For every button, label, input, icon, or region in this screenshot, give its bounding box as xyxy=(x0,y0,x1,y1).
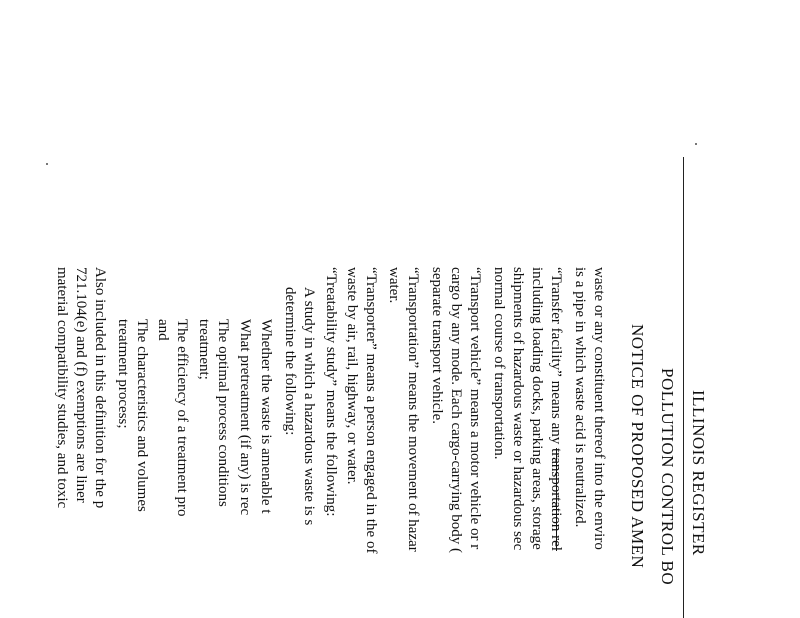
list-item: and xyxy=(155,319,171,341)
text-line: is a pipe in which waste acid is neutralized. xyxy=(572,267,588,528)
struck-text: transportation rel xyxy=(548,448,564,551)
board-title: POLLUTION CONTROL BO xyxy=(658,368,677,586)
header-rule xyxy=(683,157,684,618)
text-line: 721.104(e) and (f) exemptions are liner xyxy=(73,267,89,503)
list-item: treatment; xyxy=(196,319,212,380)
list-item: Whether the waste is amenable t xyxy=(258,319,274,514)
text-line: A study in which a hazardous waste is s xyxy=(301,287,317,526)
text-line: Also included in this definition for the p xyxy=(92,267,108,509)
text-line: waste by air, rail, highway, or water. xyxy=(344,267,360,485)
text-line: separate transport vehicle. xyxy=(429,267,445,425)
text-line: “Transporter” means a person engaged in the of xyxy=(363,267,379,554)
scan-speck xyxy=(46,163,48,165)
text-line: shipments of hazardous waste or hazardous sec xyxy=(510,267,526,551)
transfer-facility-term: “Transfer facility” means any xyxy=(548,267,564,449)
text-line: “Treatability study” means the following: xyxy=(323,267,339,517)
text-line: material compatibility studies, and toxic xyxy=(54,267,70,509)
text-line: “Transportation” means the movement of hazar xyxy=(405,267,421,552)
text-line: “Transport vehicle” means a motor vehicle or r xyxy=(467,267,483,550)
text-line: determine the following: xyxy=(282,287,298,436)
text-line: normal course of transportation. xyxy=(491,267,507,460)
list-item: What pretreatment (if any) is rec xyxy=(237,319,253,516)
text-line: cargo by any mode. Each cargo-carrying body ( xyxy=(448,267,464,554)
list-item: The efficiency of a treatment pro xyxy=(174,319,190,517)
text-line: water. xyxy=(386,267,402,304)
text-line: including loading docks, parking areas, storage xyxy=(529,267,545,550)
notice-title: NOTICE OF PROPOSED AMEN xyxy=(628,324,647,569)
text-line: waste or any constituent thereof into the enviro xyxy=(591,267,607,550)
list-item: treatment process; xyxy=(115,319,131,429)
register-title: ILLINOIS REGISTER xyxy=(689,390,708,556)
list-item: The characteristics and volumes xyxy=(134,319,150,512)
list-item: The optimal process conditions xyxy=(215,319,231,507)
text-line xyxy=(548,267,563,551)
scan-speck xyxy=(695,143,697,145)
